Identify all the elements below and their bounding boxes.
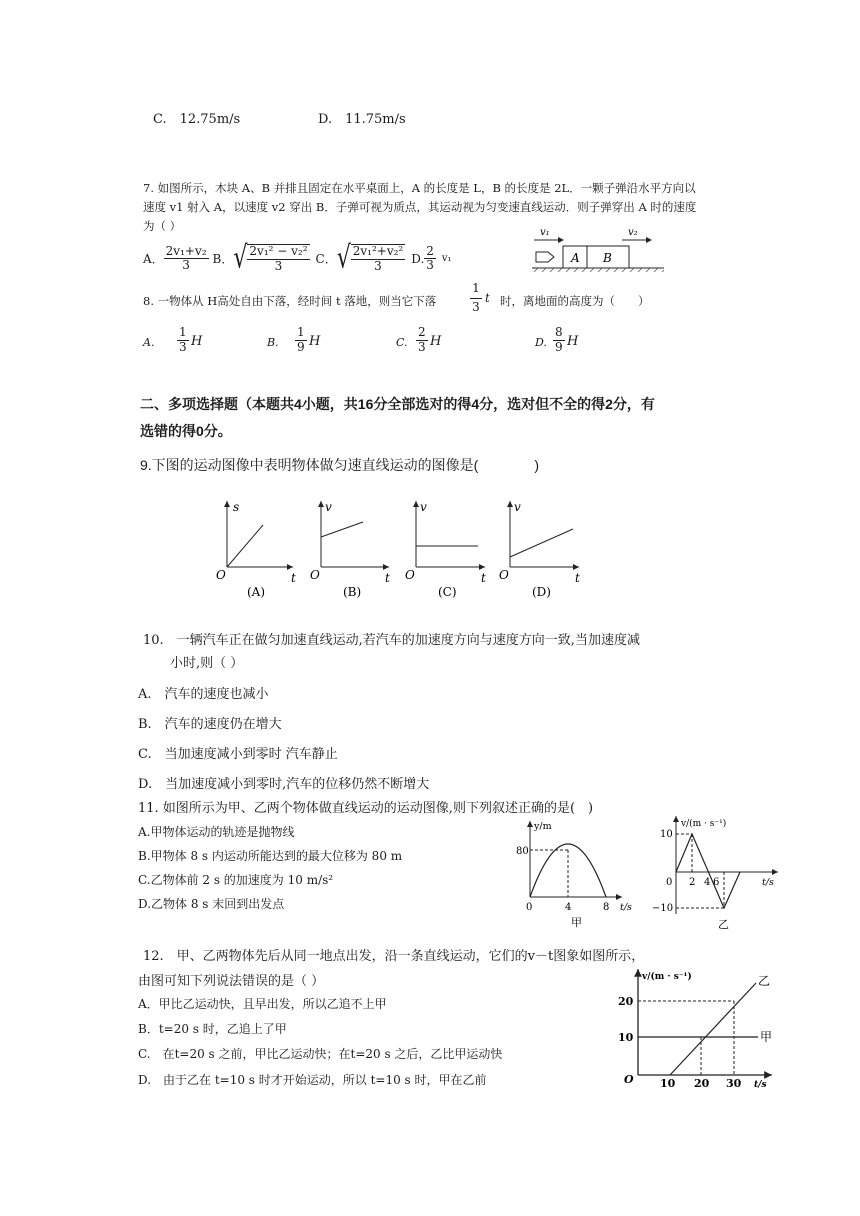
q12-ylabel: v/(m · s⁻¹) bbox=[642, 972, 692, 982]
graph-a-caption: (A) bbox=[247, 585, 266, 599]
q11-figure-jia bbox=[512, 815, 642, 930]
q12-tick-x10: 10 bbox=[660, 1077, 676, 1090]
surface-hatch bbox=[534, 268, 664, 272]
sqrt-icon: √ bbox=[233, 241, 248, 277]
q7-options bbox=[143, 241, 452, 277]
q10-option-a: A. 汽车的速度也减小 bbox=[138, 687, 269, 702]
q7-c-den: 3 bbox=[374, 258, 382, 273]
q7-stem-line1: 7. 如图所示，木块 A、B 并排且固定在水平桌面上，A 的长度是 L，B 的长度是 2L．一颗子弹沿水平方向以 bbox=[143, 181, 696, 195]
yi-tick-4: 4 bbox=[704, 877, 711, 888]
q10-option-c: C. 当加速度减小到零时 汽车静止 bbox=[138, 747, 338, 762]
q12-tick-10: 10 bbox=[618, 1031, 634, 1044]
q7-a-label: A． bbox=[143, 252, 164, 267]
graph-c-ylabel: v bbox=[420, 500, 427, 514]
q7-c-label: C． bbox=[315, 252, 337, 267]
jia-tick-8: 8 bbox=[603, 902, 610, 913]
q9-graphs bbox=[205, 495, 595, 605]
block-b-label: B bbox=[603, 251, 612, 265]
q12-option-b: B．t=20 s 时，乙追上了甲 bbox=[138, 1022, 287, 1036]
graph-d-xlabel: t bbox=[575, 571, 580, 585]
q12-xlabel: t/s bbox=[754, 1080, 767, 1090]
v2-arrowhead-icon bbox=[646, 237, 652, 243]
q7-a-fraction bbox=[164, 245, 209, 274]
graph-d-caption: (D) bbox=[532, 585, 551, 599]
q11-option-a: A.甲物体运动的轨迹是抛物线 bbox=[138, 825, 295, 839]
q11-option-c: C.乙物体前 2 s 的加速度为 10 m/s² bbox=[138, 873, 334, 887]
q7-d-den: 3 bbox=[426, 258, 434, 273]
graph-b-ylabel: v bbox=[325, 500, 332, 514]
q11-stem: 11. 如图所示为甲、乙两个物体做直线运动的运动图像,则下列叙述正确的是( ) bbox=[138, 801, 594, 816]
graph-d-origin: O bbox=[499, 568, 509, 582]
q12-tick-20: 20 bbox=[618, 995, 634, 1008]
q7-c-num: 2v₁²+v₂² bbox=[352, 244, 404, 258]
bullet-icon bbox=[536, 252, 554, 262]
jia-caption: 甲 bbox=[571, 916, 582, 929]
q8-options: A. $\frac{1}{3}$ H B. $\frac{1}{9}$ H C. $\frac{2}{3}$ H D. $\frac{8}{9}$ H bbox=[143, 325, 579, 354]
q7-b-label: B． bbox=[212, 252, 234, 267]
q12-option-a: A．甲比乙运动快，且早出发，所以乙追不上甲 bbox=[138, 997, 387, 1011]
yi-xlabel: t/s bbox=[762, 877, 774, 888]
q7-block-figure bbox=[530, 224, 670, 286]
yi-tick-0: 0 bbox=[666, 877, 673, 888]
q9-stem: 9.下图的运动图像中表明物体做匀速直线运动的图像是( ) bbox=[140, 457, 539, 473]
yi-tick-2: 2 bbox=[689, 877, 696, 888]
q8-frac-var: t bbox=[485, 291, 490, 306]
q8-stem-b: 时，离地面的高度为（ ） bbox=[500, 294, 650, 308]
sqrt-icon: √ bbox=[336, 241, 351, 277]
q10-option-d: D. 当加速度减小到零时,汽车的位移仍然不断增大 bbox=[138, 777, 430, 792]
graph-c-caption: (C) bbox=[438, 585, 457, 599]
q10-option-b: B. 汽车的速度仍在增大 bbox=[138, 717, 282, 732]
graph-a-xlabel: t bbox=[291, 571, 296, 585]
q7-c-fraction bbox=[351, 244, 406, 274]
graph-a-origin: O bbox=[216, 568, 226, 582]
yi-ylabel: v/(m · s⁻¹) bbox=[681, 819, 727, 829]
q7-b-sqrt bbox=[233, 241, 309, 277]
graph-a-ylabel: s bbox=[233, 500, 240, 514]
q8-frac-den: 3 bbox=[472, 299, 480, 314]
yi-tick-10: 10 bbox=[660, 829, 673, 840]
q8-frac bbox=[470, 282, 482, 315]
graph-d-ylabel: v bbox=[514, 500, 521, 514]
graph-b-origin: O bbox=[310, 568, 320, 582]
fig-v2-label: v₂ bbox=[628, 227, 638, 238]
q7-d-num: 2 bbox=[426, 243, 434, 258]
section-heading-line1: 二、多项选择题（本题共4小题，共16分全部选对的得4分，选对但不全的得2分，有 bbox=[140, 396, 655, 412]
jia-ylabel: y/m bbox=[534, 821, 552, 832]
yi-line bbox=[670, 983, 756, 1075]
q9-graph-b bbox=[310, 500, 390, 599]
q12-stem-line1: 12. 甲、乙两物体先后从同一地点出发，沿一条直线运动，它们的v－t图象如图所示， bbox=[143, 949, 645, 964]
jia-tick-4: 4 bbox=[565, 902, 572, 913]
q8-frac-num: 1 bbox=[472, 281, 480, 295]
graph-c-origin: O bbox=[405, 568, 415, 582]
q8-stem-fraction bbox=[470, 282, 490, 315]
q9-graph-d bbox=[499, 500, 580, 599]
q7-stem-line3: 为（ ） bbox=[143, 219, 182, 233]
q6-option-d: D. 11.75m/s bbox=[318, 112, 406, 127]
q7-d-fraction bbox=[424, 245, 436, 274]
section-heading-line2: 选错的得0分。 bbox=[140, 423, 232, 439]
q12-yi-label: 乙 bbox=[758, 974, 771, 988]
yi-tick-neg10: −10 bbox=[652, 903, 674, 914]
q6-option-c: C. 12.75m/s bbox=[153, 112, 241, 127]
q7-b-fraction bbox=[247, 244, 309, 274]
jia-tick-80: 80 bbox=[516, 846, 529, 857]
q12-option-d: D. 由于乙在 t=10 s 时才开始运动，所以 t=10 s 时，甲在乙前 bbox=[138, 1073, 487, 1087]
q12-tick-x30: 30 bbox=[726, 1077, 742, 1090]
graph-b-caption: (B) bbox=[343, 585, 362, 599]
q12-figure bbox=[612, 965, 782, 1090]
q9-graph-c bbox=[405, 500, 486, 599]
q8-stem-a: 8. 一物体从 H高处自由下落，经时间 t 落地，则当它下落 bbox=[143, 294, 437, 308]
q12-stem-line2: 由图可知下列说法错误的是（ ） bbox=[138, 974, 325, 989]
v1-arrowhead-icon bbox=[558, 237, 564, 243]
yi-caption: 乙 bbox=[718, 918, 729, 931]
yi-tick-6: 6 bbox=[713, 877, 720, 888]
q10-stem-line1: 10. 一辆汽车正在做匀加速直线运动,若汽车的加速度方向与速度方向一致,当加速度减 bbox=[143, 633, 640, 648]
q7-stem-line2: 速度 v1 射入 A，以速度 v2 穿出 B．子弹可视为质点，其运动视为匀变速直线运动．则子弹穿出 A 时的速度 bbox=[143, 200, 697, 214]
q7-b-den: 3 bbox=[274, 258, 283, 273]
q11-option-d: D.乙物体 8 s 末回到出发点 bbox=[138, 897, 285, 911]
q9-graph-a bbox=[216, 500, 296, 599]
q12-tick-x20: 20 bbox=[694, 1077, 710, 1090]
block-a-label: A bbox=[571, 251, 580, 265]
q7-d-label: D. bbox=[411, 251, 425, 266]
jia-tick-0: 0 bbox=[526, 902, 533, 913]
q12-option-c: C. 在t=20 s 之前，甲比乙运动快；在t=20 s 之后，乙比甲运动快 bbox=[138, 1047, 503, 1061]
graph-c-xlabel: t bbox=[481, 571, 486, 585]
q10-stem-line2: 小时,则（ ） bbox=[170, 656, 244, 671]
graph-b-xlabel: t bbox=[385, 571, 390, 585]
q7-b-num: 2v₁² − v₂² bbox=[249, 244, 308, 258]
q11-option-b: B.甲物体 8 s 内运动所能达到的最大位移为 80 m bbox=[138, 849, 403, 863]
q7-c-sqrt bbox=[336, 241, 406, 277]
q7-d-tail: v₁ bbox=[441, 253, 452, 265]
jia-xlabel: t/s bbox=[620, 902, 632, 913]
q7-a-den: 3 bbox=[182, 258, 190, 273]
q7-a-num: 2v₁+v₂ bbox=[165, 243, 207, 258]
q11-figure-yi bbox=[650, 812, 785, 937]
fig-v1-label: v₁ bbox=[540, 227, 550, 238]
q12-jia-label: 甲 bbox=[760, 1030, 773, 1044]
yi-vt-line bbox=[676, 834, 740, 908]
q12-origin: O bbox=[624, 1073, 634, 1086]
